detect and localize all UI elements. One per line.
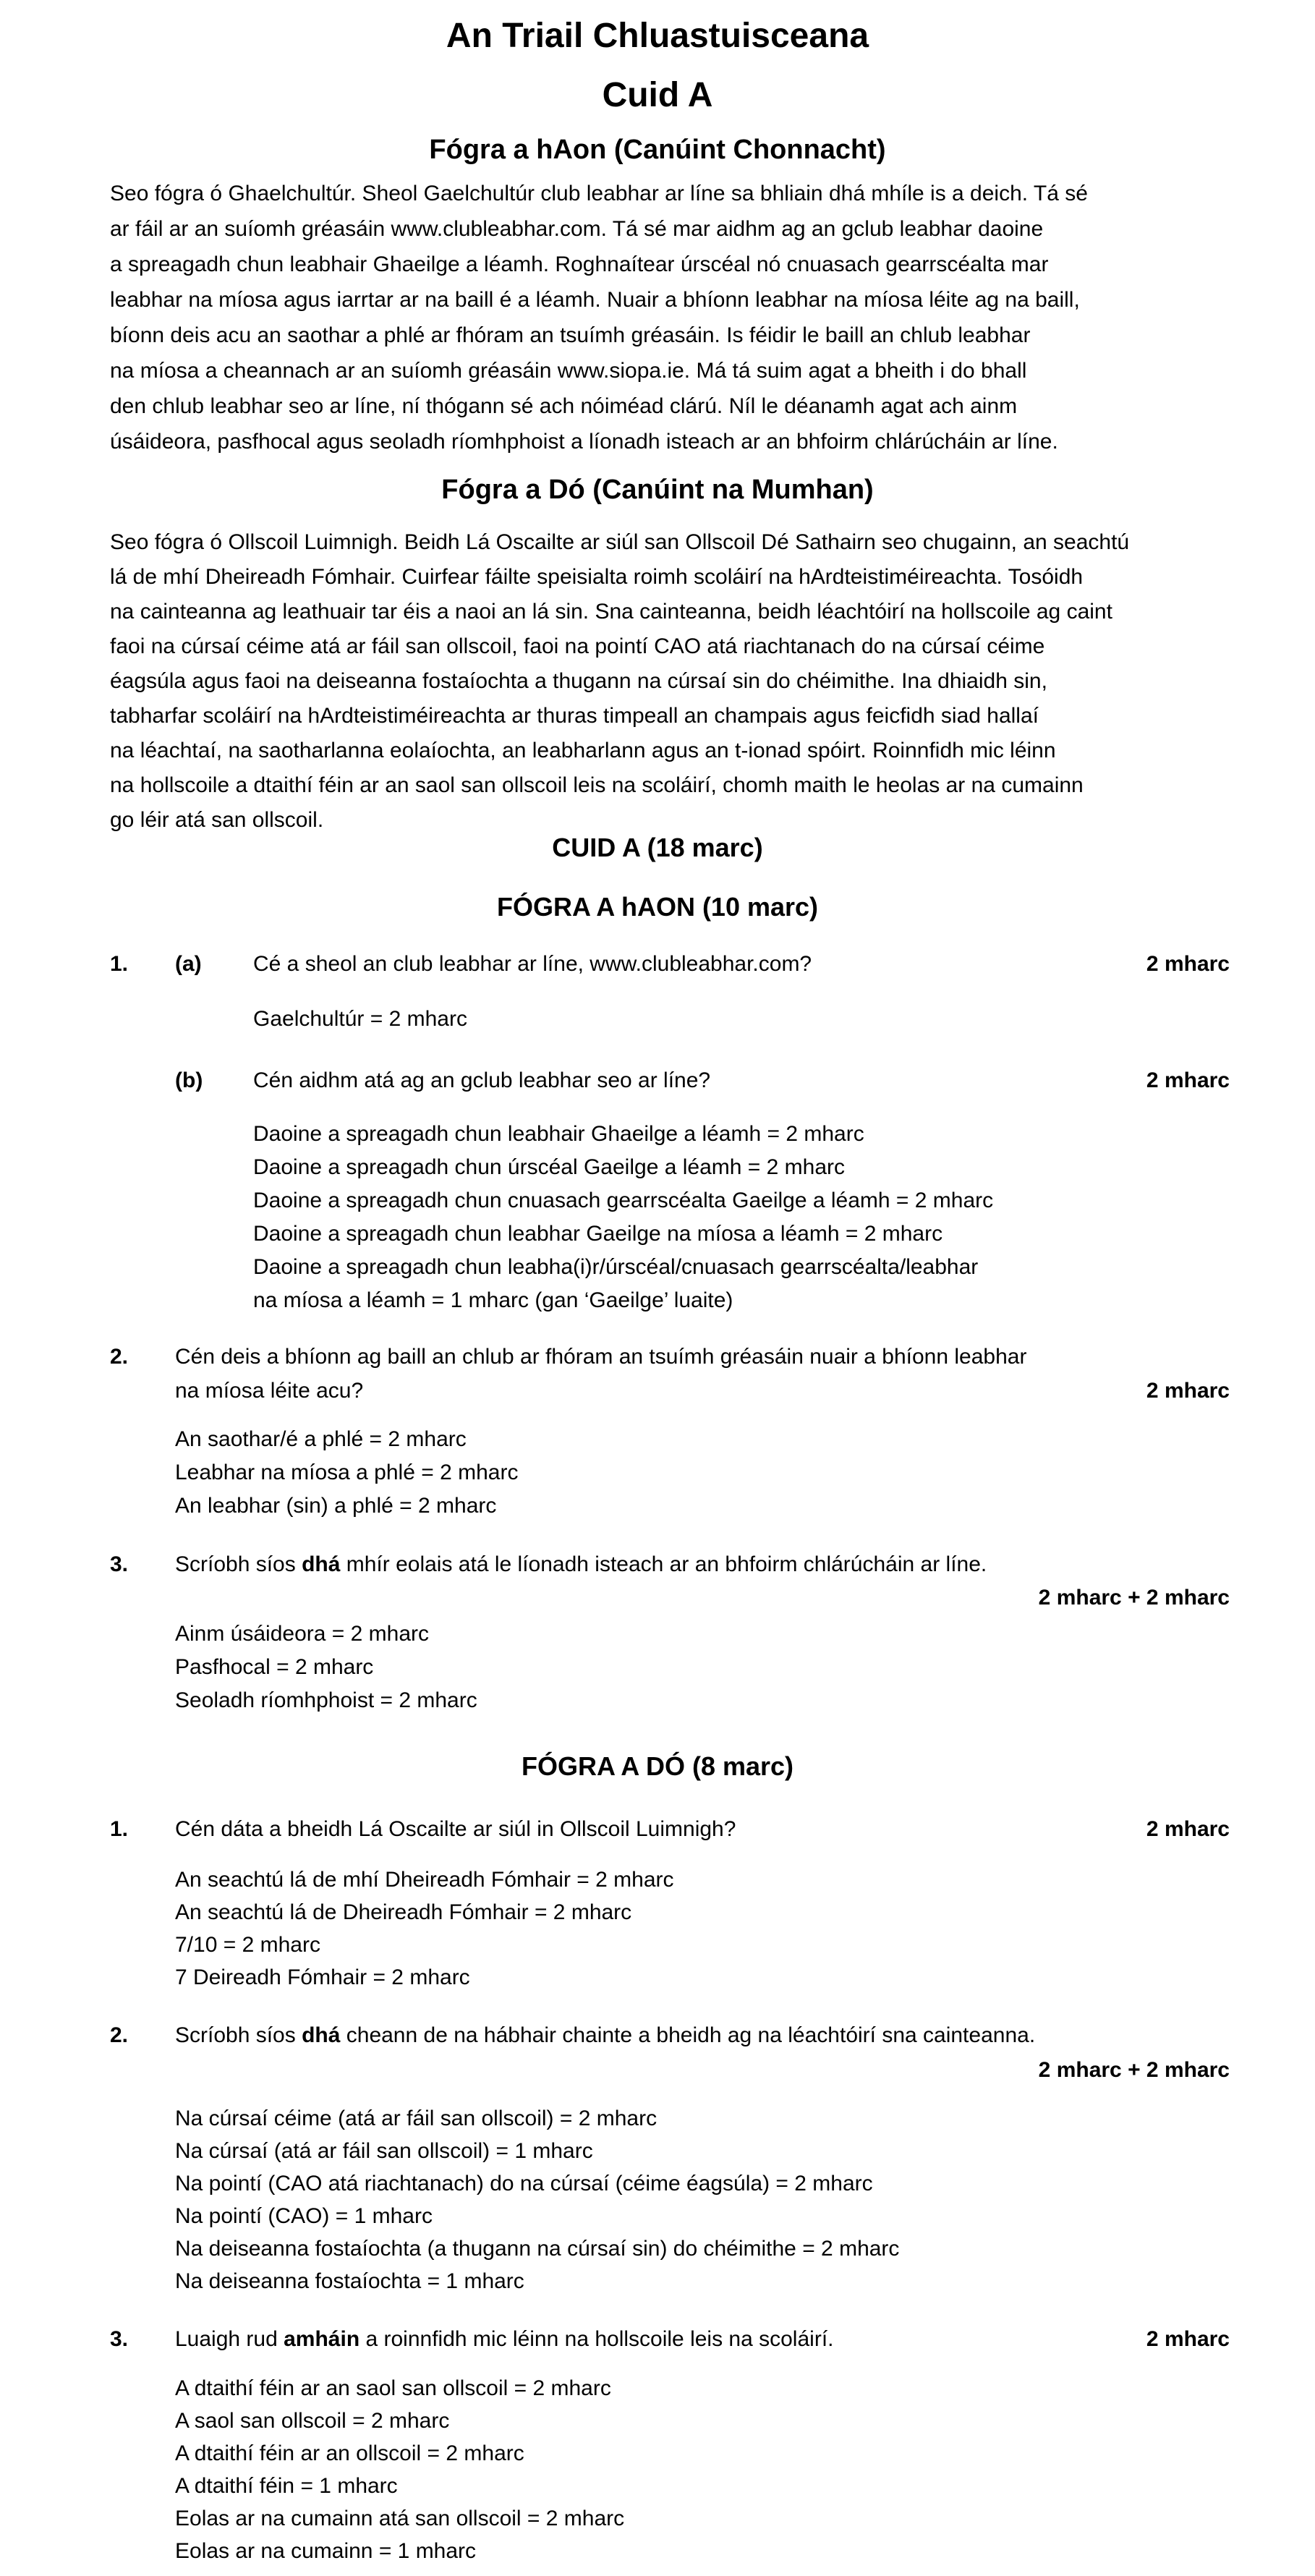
answer-line: An seachtú lá de mhí Dheireadh Fómhair = 2 mharc xyxy=(175,1868,674,1892)
question-number: 3. xyxy=(110,2327,129,2351)
marks-label: 2 mharc xyxy=(1146,1817,1230,1841)
notice1-line: ar fáil ar an suíomh gréasáin www.clubleabhar.com. Tá sé mar aidhm ag an gclub leabhar daoine xyxy=(110,217,1044,241)
question-bold-word: dhá xyxy=(302,2023,341,2047)
notice1-line: a spreagadh chun leabhair Ghaeilge a léamh. Roghnaítear úrscéal nó cnuasach gearrscéalta mar xyxy=(110,252,1049,276)
fogra1-heading: FÓGRA A hAON (10 marc) xyxy=(496,892,819,922)
f1-q1b-answers xyxy=(253,1118,993,1317)
answer-line: Daoine a spreagadh chun cnuasach gearrscéalta Gaeilge a léamh = 2 mharc xyxy=(253,1189,994,1212)
question-text: Scríobh síos dhá cheann de na hábhair chainte a bheidh ag na léachtóirí sna cainteanna. xyxy=(175,2023,1036,2047)
answer-line: Leabhar na míosa a phlé = 2 mharc xyxy=(175,1461,519,1484)
notice1-paragraph xyxy=(110,176,1088,459)
answer-line: An seachtú lá de Dheireadh Fómhair = 2 mharc xyxy=(175,1900,632,1924)
answer-line: Daoine a spreagadh chun leabhair Ghaeilge a léamh = 2 mharc xyxy=(253,1122,864,1146)
notice1-line: leabhar na míosa agus iarrtar ar na baill é a léamh. Nuair a bhíonn leabhar na míosa léite ag na baill, xyxy=(110,288,1080,312)
answer-line: An leabhar (sin) a phlé = 2 mharc xyxy=(175,1494,497,1518)
f2-q3-answers xyxy=(175,2372,624,2567)
question-letter: (a) xyxy=(175,952,202,976)
answer-line: 7 Deireadh Fómhair = 2 mharc xyxy=(175,1965,470,1989)
answer-line: Na cúrsaí céime (atá ar fáil san ollscoil) = 2 mharc xyxy=(175,2107,658,2130)
f1-q1a-answers xyxy=(253,1003,467,1036)
marks-label: 2 mharc + 2 mharc xyxy=(1038,2058,1230,2082)
question-number: 1. xyxy=(110,952,129,976)
answer-line: Na deiseanna fostaíochta = 1 mharc xyxy=(175,2269,524,2293)
answer-line: A dtaithí féin ar an ollscoil = 2 mharc xyxy=(175,2441,524,2465)
marks-label: 2 mharc xyxy=(1146,952,1230,976)
question-text: Luaigh rud amháin a roinnfidh mic léinn na hollscoile leis na scoláirí. xyxy=(175,2327,834,2351)
marks-label: 2 mharc xyxy=(1146,1379,1230,1403)
f2-q2-marks-row xyxy=(0,2058,1315,2091)
answer-line: na míosa a léamh = 1 mharc (gan ‘Gaeilge’ luaite) xyxy=(253,1288,733,1312)
notice2-line: lá de mhí Dheireadh Fómhair. Cuirfear fáilte speisialta roimh scoláirí na hArdteistiméireachta. Tosóidh xyxy=(110,565,1084,589)
answer-line: A saol san ollscoil = 2 mharc xyxy=(175,2409,450,2433)
f2-q2-answers xyxy=(175,2102,899,2297)
answer-line: A dtaithí féin = 1 mharc xyxy=(175,2474,398,2498)
f1-q3-answers xyxy=(175,1618,477,1717)
notice1-line: úsáideora, pasfhocal agus seoladh ríomhphoist a líonadh isteach ar an bhfoirm chlárúcháin ar líne. xyxy=(110,430,1058,454)
f1-q1b-row xyxy=(0,1068,1315,1102)
question-number: 3. xyxy=(110,1552,129,1576)
notice2-paragraph xyxy=(110,525,1129,838)
notice1-line: bíonn deis acu an saothar a phlé ar fhóram an tsuímh gréasáin. Is féidir le baill an chlub leabhar xyxy=(110,323,1031,347)
question-text: na míosa léite acu? xyxy=(175,1379,364,1403)
answer-line: Na pointí (CAO) = 1 mharc xyxy=(175,2204,433,2228)
notice2-line: Seo fógra ó Ollscoil Luimnigh. Beidh Lá Oscailte ar siúl san Ollscoil Dé Sathairn seo chugainn, an seachtú xyxy=(110,530,1130,554)
answer-line: Na cúrsaí (atá ar fáil san ollscoil) = 1 mharc xyxy=(175,2139,593,2163)
question-letter: (b) xyxy=(175,1068,203,1092)
marks-label: 2 mharc xyxy=(1146,2327,1230,2351)
notice2-line: go léir atá san ollscoil. xyxy=(110,808,324,832)
question-number: 1. xyxy=(110,1817,129,1841)
notice2-line: faoi na cúrsaí céime atá ar fáil san ollscoil, faoi na pointí CAO atá riachtanach do na cúrsaí céime xyxy=(110,634,1045,658)
fogra2-heading: FÓGRA A DÓ (8 marc) xyxy=(521,1751,794,1781)
notice1-line: Seo fógra ó Ghaelchultúr. Sheol Gaelchultúr club leabhar ar líne sa bhliain dhá mhíle is a deich. Tá sé xyxy=(110,182,1088,205)
question-number: 2. xyxy=(110,1345,129,1369)
answer-line: Daoine a spreagadh chun úrscéal Gaeilge a léamh = 2 mharc xyxy=(253,1155,845,1179)
question-number: 2. xyxy=(110,2023,129,2047)
question-text: Scríobh síos dhá mhír eolais atá le líonadh isteach ar an bhfoirm chlárúcháin ar líne. xyxy=(175,1552,987,1576)
notice1-line: na míosa a cheannach ar an suíomh gréasáin www.siopa.ie. Má tá suim agat a bheith i do bhall xyxy=(110,359,1027,383)
f1-q3-marks-row xyxy=(0,1586,1315,1619)
answer-line: Na pointí (CAO atá riachtanach) do na cúrsaí (céime éagsúla) = 2 mharc xyxy=(175,2172,873,2195)
answer-line: An saothar/é a phlé = 2 mharc xyxy=(175,1427,467,1451)
notice2-heading: Fógra a Dó (Canúint na Mumhan) xyxy=(441,475,874,505)
part-heading: Cuid A xyxy=(602,76,713,114)
question-text: Cén dáta a bheidh Lá Oscailte ar siúl in Ollscoil Luimnigh? xyxy=(175,1817,736,1841)
marks-label: 2 mharc + 2 mharc xyxy=(1038,1586,1230,1610)
f1-q1a-row xyxy=(0,952,1315,985)
notice1-heading: Fógra a hAon (Canúint Chonnacht) xyxy=(429,135,886,165)
notice1-line: den chlub leabhar seo ar líne, ní thógann sé ach nóiméad clárú. Níl le déanamh agat ach ainm xyxy=(110,394,1018,418)
f1-q2-row1 xyxy=(0,1345,1315,1378)
notice2-line: na cainteanna ag leathuair tar éis a naoi an lá sin. Sna cainteanna, beidh léachtóirí na hollscoile ag caint xyxy=(110,600,1112,624)
answer-line: A dtaithí féin ar an saol san ollscoil = 2 mharc xyxy=(175,2376,611,2400)
f1-q2-row2 xyxy=(0,1379,1315,1412)
question-text: Cén deis a bhíonn ag baill an chlub ar fhóram an tsuímh gréasáin nuair a bhíonn leabhar xyxy=(175,1345,1027,1369)
answer-line: Ainm úsáideora = 2 mharc xyxy=(175,1622,430,1646)
f2-q3-row xyxy=(0,2327,1315,2360)
section-heading: CUID A (18 marc) xyxy=(552,833,763,862)
f2-q1-row xyxy=(0,1817,1315,1850)
answer-line: 7/10 = 2 mharc xyxy=(175,1933,320,1957)
answer-line: Pasfhocal = 2 mharc xyxy=(175,1655,374,1679)
answer-line: Seoladh ríomhphoist = 2 mharc xyxy=(175,1688,477,1712)
answer-line: Eolas ar na cumainn atá san ollscoil = 2 mharc xyxy=(175,2507,625,2530)
notice2-line: éagsúla agus faoi na deiseanna fostaíochta a thugann na cúrsaí sin do chéimithe. Ina dhiaidh sin, xyxy=(110,669,1047,693)
notice2-line: na léachtaí, na saotharlanna eolaíochta, an leabharlann agus an t-ionad spóirt. Roinnfidh mic léinn xyxy=(110,739,1056,762)
doc-title: An Triail Chluastuisceana xyxy=(446,17,869,55)
question-text: Cén aidhm atá ag an gclub leabhar seo ar líne? xyxy=(253,1068,711,1092)
notice2-line: tabharfar scoláirí na hArdteistiméireachta ar thuras timpeall an champais agus feicfidh siad hallaí xyxy=(110,704,1039,728)
f1-q3-row xyxy=(0,1552,1315,1586)
f2-q1-answers xyxy=(175,1863,674,1994)
question-text: Cé a sheol an club leabhar ar líne, www.clubleabhar.com? xyxy=(253,952,812,976)
question-bold-word: amháin xyxy=(284,2327,360,2351)
f1-q2-answers xyxy=(175,1423,518,1523)
notice2-line: na hollscoile a dtaithí féin ar an saol san ollscoil leis na scoláirí, chomh maith le heolas ar na cumainn xyxy=(110,773,1084,797)
answer-line: Gaelchultúr = 2 mharc xyxy=(253,1007,467,1031)
question-bold-word: dhá xyxy=(302,1552,341,1576)
f2-q2-row xyxy=(0,2023,1315,2057)
answer-line: Eolas ar na cumainn = 1 mharc xyxy=(175,2539,477,2563)
answer-line: Daoine a spreagadh chun leabhar Gaeilge na míosa a léamh = 2 mharc xyxy=(253,1222,943,1246)
answer-line: Na deiseanna fostaíochta (a thugann na cúrsaí sin) do chéimithe = 2 mharc xyxy=(175,2237,900,2261)
marks-label: 2 mharc xyxy=(1146,1068,1230,1092)
answer-line: Daoine a spreagadh chun leabha(i)r/úrscéal/cnuasach gearrscéalta/leabhar xyxy=(253,1255,979,1279)
